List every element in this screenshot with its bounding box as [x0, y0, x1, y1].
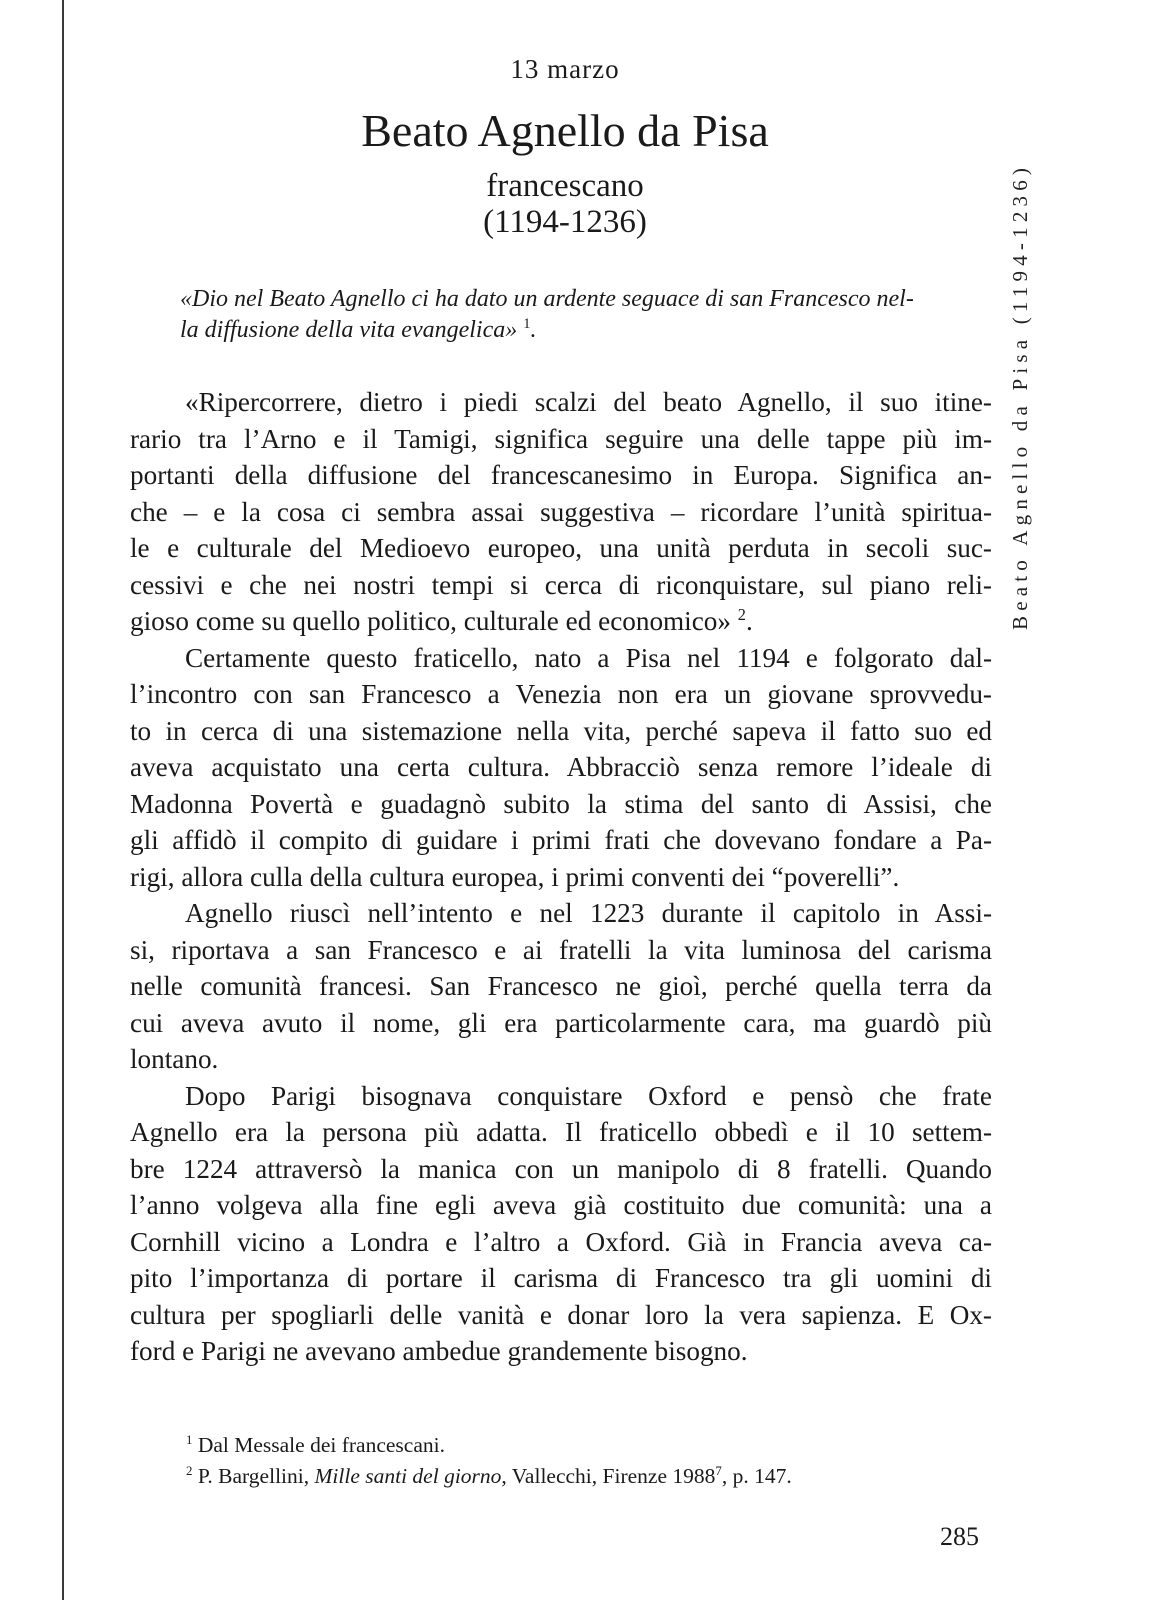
- body-line: che – e la cosa ci sembra assai suggestiva – ricordare l’unità spiritua-: [130, 496, 992, 527]
- epigraph-line-text: la diffusione della vita evangelica»: [180, 317, 518, 343]
- footnote-author: P. Bargellini,: [197, 1464, 315, 1488]
- body-line: aveva acquistato una certa cultura. Abbracciò senza remore l’ideale di: [130, 752, 992, 782]
- footnote-edition: 7: [715, 1463, 722, 1478]
- running-head: Beato Agnello da Pisa (1194-1236): [1008, 162, 1032, 630]
- footnote-text: Dal Messale dei francescani.: [197, 1433, 445, 1457]
- page-number: 285: [940, 1522, 979, 1551]
- body-line: [130, 603, 992, 640]
- body-line: Certamente questo fraticello, nato a Pisa nel 1194 e folgorato dal-: [185, 642, 992, 673]
- footnote-2: [186, 1461, 946, 1492]
- body-line: Madonna Povertà e guadagnò subito la stima del santo di Assisi, che: [130, 788, 992, 819]
- body-line: bre 1224 attraversò la manica con un manipolo di 8 fratelli. Quando: [130, 1153, 992, 1184]
- body-line: rario tra l’Arno e il Tamigi, significa seguire una delle tappe più im-: [130, 423, 992, 454]
- subtitle-order: francescano: [486, 168, 644, 204]
- body-line: nelle comunità francesi. San Francesco ne gioì, perché quella terra da: [130, 971, 992, 1001]
- footnote-ref-2: 2: [737, 604, 746, 624]
- body-line: pito l’importanza di portare il carisma di Francesco tra gli uomini di: [130, 1263, 992, 1293]
- body-line: si, riportava a san Francesco e ai fratelli la vita luminosa del carisma: [130, 934, 992, 965]
- body-line: Agnello riuscì nell’intento e nel 1223 durante il capitolo in Assi-: [185, 898, 992, 928]
- footnote-1: [186, 1430, 946, 1461]
- body-line: lontano.: [130, 1044, 219, 1074]
- epigraph-line: la diffusione della vita evangelica» $^1$.: [180, 316, 537, 343]
- body-line: cultura per spogliarli delle vanità e donar loro la vera sapienza. E Ox-: [130, 1299, 992, 1330]
- footnote-publisher: , Vallecchi, Firenze 1988: [501, 1464, 716, 1488]
- footnote-work-title: Mille santi del giorno: [314, 1464, 502, 1488]
- body-line-text: gioso come su quello politico, culturale ed economico»: [130, 606, 731, 636]
- epigraph-line: «Dio nel Beato Agnello ci ha dato un ardente seguace di san Francesco nel-: [180, 286, 914, 312]
- body-line-end: .: [745, 606, 753, 636]
- body-line: le e culturale del Medioevo europeo, una unità perduta in secoli suc-: [130, 533, 992, 563]
- footnote-mark: 1: [186, 1432, 193, 1447]
- body-line: Cornhill vicino a Londra e l’altro a Oxford. Già in Francia aveva ca-: [130, 1226, 992, 1257]
- body-line: ford e Parigi ne avevano ambedue grandemente bisogno.: [130, 1336, 748, 1366]
- body-line: Dopo Parigi bisognava conquistare Oxford e pensò che frate: [185, 1080, 992, 1111]
- footnote-ref-1: 1: [523, 316, 531, 332]
- body-text: [130, 384, 992, 1370]
- body-line: Agnello era la persona più adatta. Il fraticello obbedì e il 10 settem-: [130, 1117, 992, 1147]
- body-line: cessivi e che nei nostri tempi si cerca di riconquistare, sul piano reli-: [130, 569, 992, 600]
- body-line: gli affidò il compito di guidare i primi frati che dovevano fondare a Pa-: [130, 825, 992, 855]
- life-years: (1194-1236): [483, 204, 647, 240]
- body-line: l’incontro con san Francesco a Venezia non era un giovane sprovvedu-: [130, 679, 992, 709]
- epigraph-quote: [180, 284, 980, 346]
- body-line: portanti della diffusione del francescanesimo in Europa. Significa an-: [130, 460, 992, 490]
- body-line: l’anno volgeva alla fine egli aveva già costituito due comunità: una a: [130, 1190, 992, 1220]
- footnote-mark: 2: [186, 1463, 193, 1478]
- body-line: to in cerca di una sistemazione nella vita, perché sapeva il fatto suo ed: [130, 715, 992, 746]
- footnote-page: , p. 147.: [721, 1464, 792, 1488]
- page-title: Beato Agnello da Pisa: [361, 105, 769, 156]
- body-line: «Ripercorrere, dietro i piedi scalzi del beato Agnello, il suo itine-: [185, 387, 992, 417]
- body-line: rigi, allora culla della cultura europea, i primi conventi dei “poverelli”.: [130, 861, 900, 892]
- feast-date: 13 marzo: [510, 54, 620, 84]
- body-line: cui aveva avuto il nome, gli era particolarmente cara, ma guardò più: [130, 1007, 992, 1038]
- footnotes: [186, 1430, 946, 1492]
